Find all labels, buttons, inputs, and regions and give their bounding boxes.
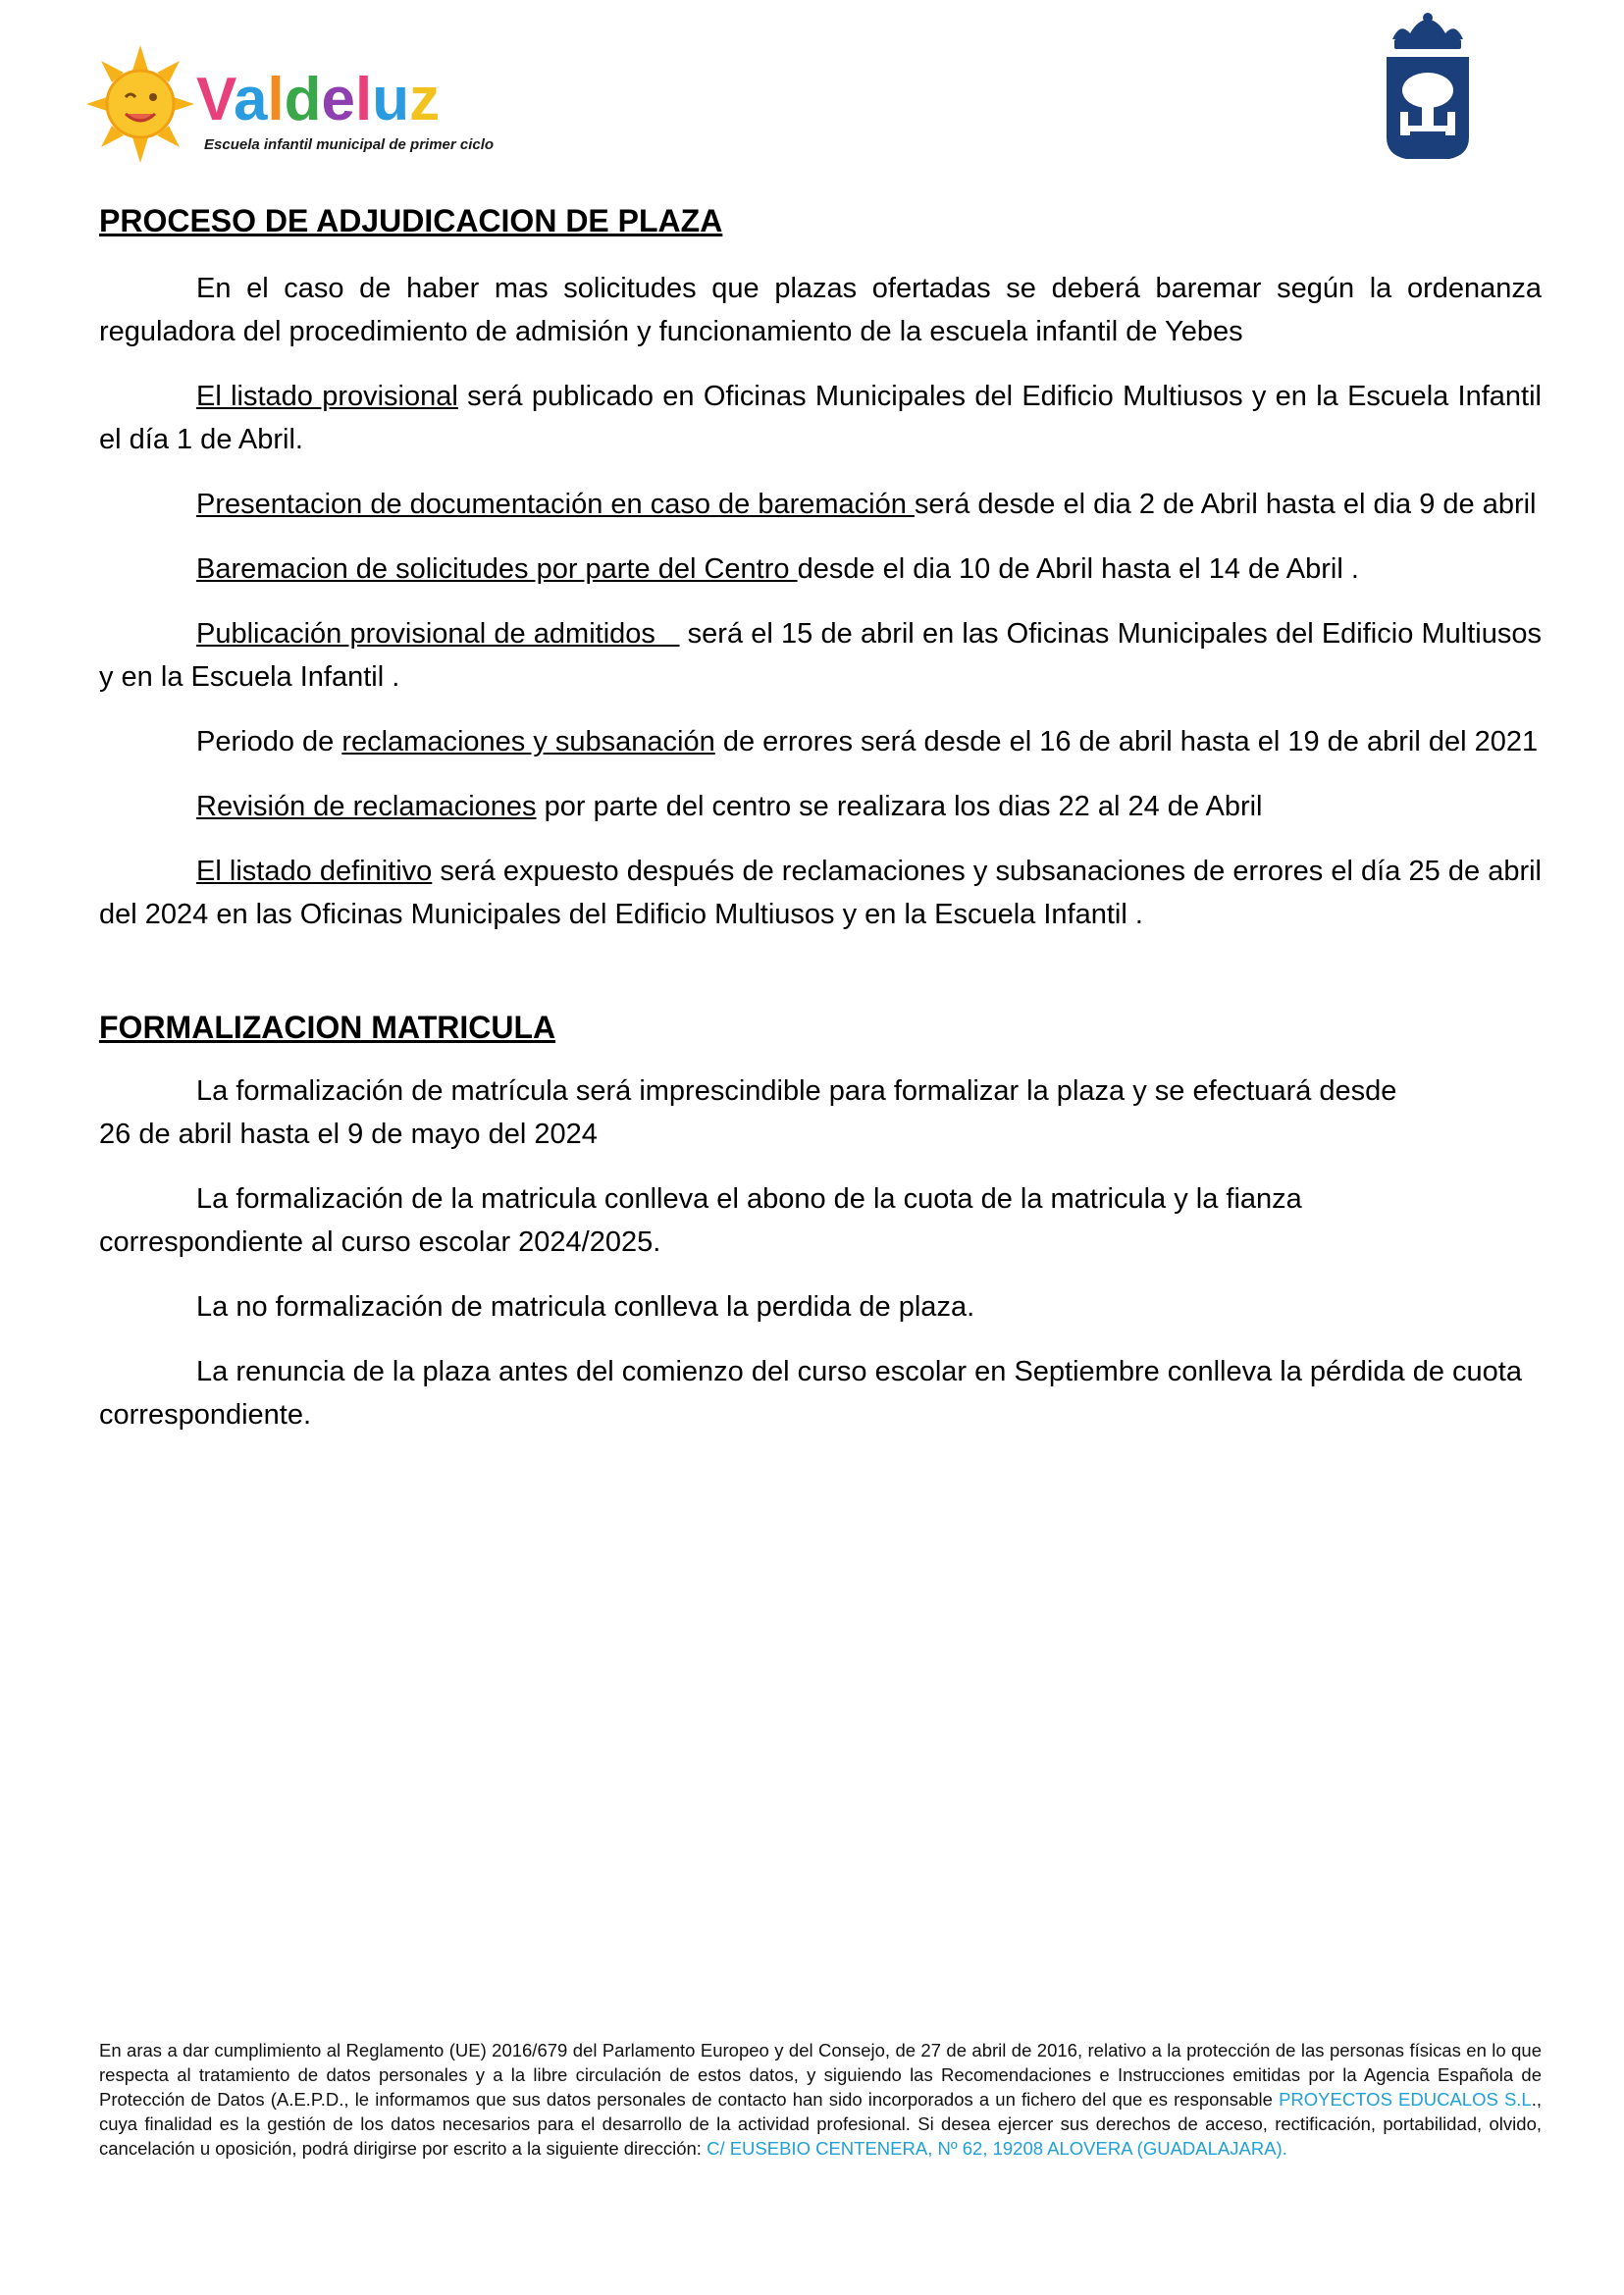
paragraph-text: 26 de abril hasta el 9 de mayo del 2024 bbox=[99, 1119, 598, 1150]
paragraph-text: La formalización de matrícula será imprescindible para formalizar la plaza y se efectuará desde bbox=[196, 1075, 1397, 1107]
paragraph-presentacion bbox=[99, 483, 1542, 526]
underlined-term: El listado definitivo bbox=[196, 856, 433, 887]
paragraph-text: correspondiente al curso escolar 2024/2025. bbox=[99, 1226, 661, 1258]
logo-letter: e bbox=[321, 66, 356, 133]
document-body bbox=[99, 196, 1542, 1436]
paragraph-text: Periodo de bbox=[196, 726, 342, 757]
paragraph-listado-provisional bbox=[99, 375, 1542, 461]
underlined-term: Publicación provisional de admitidos bbox=[196, 618, 680, 650]
valdeluz-logo bbox=[86, 43, 498, 171]
paragraph-text: de errores será desde el 16 de abril hasta el 19 de abril del 2021 bbox=[714, 726, 1539, 757]
paragraph-reclamaciones bbox=[99, 720, 1542, 763]
paragraph-listado-definitivo bbox=[99, 850, 1542, 936]
privacy-footer bbox=[99, 2038, 1542, 2161]
footer-text: ., cuya finalidad es la gestión de los datos necesarios para el desarrollo de la actividad profesional. Si desea ejercer sus derechos de acceso, rectificación, portabilidad, olvido, cancelación u oposición, podrá dirigirse por escrito a la siguiente dirección: bbox=[99, 2089, 1542, 2159]
underlined-term: reclamaciones y subsanación bbox=[341, 726, 715, 757]
paragraph-no-formalizacion: La no formalización de matricula conlleva la perdida de plaza. bbox=[196, 1291, 975, 1323]
logo-letter: a bbox=[233, 66, 268, 133]
logo-letter: d bbox=[284, 66, 322, 133]
paragraph-baremacion bbox=[99, 548, 1542, 591]
paragraph-formalizacion-fechas bbox=[99, 1069, 1542, 1156]
logo-subtitle: Escuela infantil municipal de primer ciclo bbox=[204, 136, 495, 153]
paragraph-formalizacion-abono bbox=[99, 1177, 1542, 1264]
underlined-term: Baremacion de solicitudes por parte del Centro bbox=[196, 553, 798, 585]
section-title-adjudicacion: PROCESO DE ADJUDICACION DE PLAZA bbox=[99, 203, 723, 238]
paragraph-publicacion bbox=[99, 612, 1542, 699]
paragraph-text: será expuesto después de reclamaciones y subsanaciones de errores el día 25 de abril del 2024 en las Oficinas Municipales del Edificio Multiusos y en la Escuela Infantil . bbox=[99, 856, 1542, 930]
section-title-matricula: FORMALIZACION MATRICULA bbox=[99, 1010, 556, 1045]
paragraph-text: será publicado en Oficinas Municipales del Edificio Multiusos y en la Escuela Infantil el día 1 de Abril. bbox=[99, 381, 1542, 455]
logo-letter: V bbox=[196, 66, 234, 133]
paragraph-text: por parte del centro se realizara los dias 22 al 24 de Abril bbox=[536, 791, 1263, 822]
paragraph-text: desde el dia 10 de Abril hasta el 14 de Abril . bbox=[797, 553, 1359, 585]
sun-icon bbox=[86, 43, 498, 171]
footer-company: PROYECTOS EDUCALOS S.L bbox=[1279, 2089, 1532, 2110]
footer-address: C/ EUSEBIO CENTENERA, Nº 62, 19208 ALOVERA (GUADALAJARA) bbox=[707, 2138, 1283, 2159]
logo-letter: z bbox=[409, 66, 441, 133]
underlined-term: Presentacion de documentación en caso de baremación bbox=[196, 489, 915, 520]
underlined-term: El listado provisional bbox=[196, 381, 458, 412]
footer-text: En aras a dar cumplimiento al Reglamento (UE) 2016/679 del Parlamento Europeo y del Consejo, de 27 de abril de 2016, relativo a la protección de las personas físicas en lo que respecta al tratamiento de datos personales y a la libre circulación de estos datos, y siguiendo las Recomendaciones e Instrucciones emitidas por la Agencia Española de Protección de Datos (A.E.P.D., le informamos que sus datos personales de contacto han sido incorporados a un fichero del que es responsable bbox=[99, 2040, 1542, 2110]
paragraph-renuncia: La renuncia de la plaza antes del comienzo del curso escolar en Septiembre conlleva la pérdida de cuota correspondiente. bbox=[99, 1356, 1522, 1431]
paragraph-revision bbox=[99, 785, 1542, 828]
underlined-term: Revisión de reclamaciones bbox=[196, 791, 537, 822]
paragraph-text: La formalización de la matricula conlleva el abono de la cuota de la matricula y la fianza bbox=[196, 1183, 1302, 1215]
logo-letter: u bbox=[372, 66, 410, 133]
svg-text:Valdeluz bbox=[196, 66, 440, 133]
paragraph-text: será desde el dia 2 de Abril hasta el dia 9 de abril bbox=[914, 489, 1537, 520]
municipal-crest-icon bbox=[1379, 10, 1477, 172]
paragraph-text: será el 15 de abril en las Oficinas Municipales del Edificio Multiusos y en la Escuela Infantil . bbox=[99, 618, 1542, 693]
logo-letter: l bbox=[355, 66, 373, 133]
logo-letter: l bbox=[267, 66, 285, 133]
footer-text: . bbox=[1282, 2138, 1287, 2159]
paragraph-intro: En el caso de haber mas solicitudes que plazas ofertadas se deberá baremar según la ordenanza reguladora del procedimiento de admisión y funcionamiento de la escuela infantil de Yebes bbox=[99, 273, 1542, 347]
